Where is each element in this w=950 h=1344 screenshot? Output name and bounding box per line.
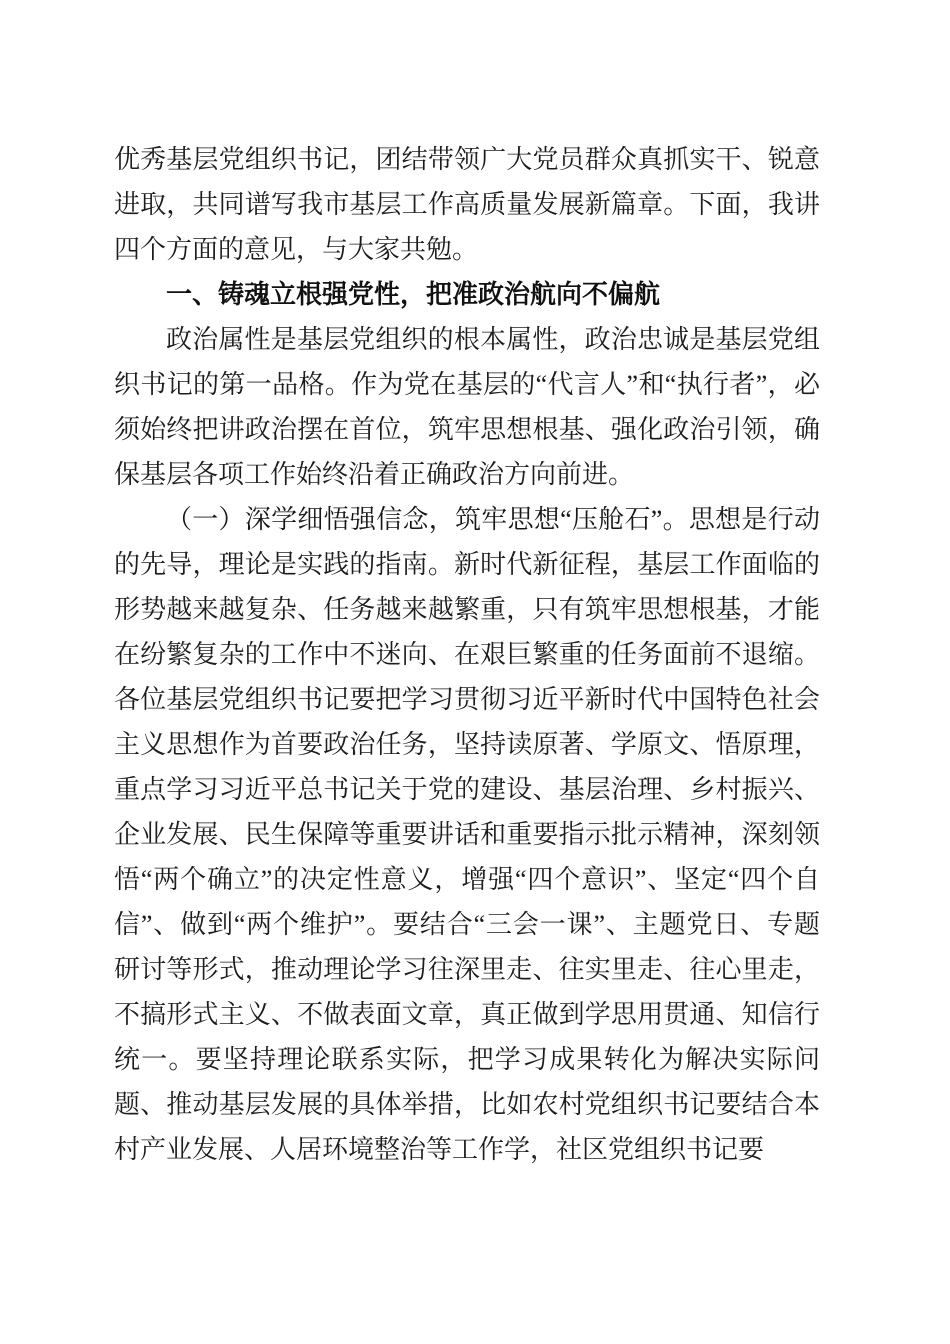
document-body [114, 137, 820, 1172]
subheading-run: （一）深学细悟强信念，筑牢思想“压舱石”。 [166, 505, 689, 534]
section-heading: 一、铸魂立根强党性，把准政治航向不偏航 [166, 279, 661, 309]
paragraph: （一）深学细悟强信念，筑牢思想“压舱石”。思想是行动的先导，理论是实践的指南。新时代新征程，基层工作面临的形势越来越复杂、任务越来越繁重，只有筑牢思想根基，才能在纷繁复杂的工作中不迷向、在艰巨繁重的任务面前不退缩。各位基层党组织书记要把学习贯彻习近平新时代中国特色社会主义思想作为首要政治任务，坚持读原著、学原文、悟原理，重点学习习近平总书记关于党的建设、基层治理、乡村振兴、企业发展、民生保障等重要讲话和重要指示批示精神，深刻领悟“两个确立”的决定性意义，增强“四个意识”、坚定“四个自信”、做到“两个维护”。要结合“三会一课”、主题党日、专题研讨等形式，推动理论学习往深里走、往实里走、往心里走，不搞形式主义、不做表面文章，真正做到学思用贯通、知信行统一。要坚持理论联系实际，把学习成果转化为解决实际问题、推动基层发展的具体举措，比如农村党组织书记要结合本村产业发展、人居环境整治等工作学，社区党组织书记要 [114, 505, 820, 1164]
paragraph: 优秀基层党组织书记，团结带领广大党员群众真抓实干、锐意进取，共同谱写我市基层工作高质量发展新篇章。下面，我讲四个方面的意见，与大家共勉。 [114, 145, 820, 264]
paragraph: 政治属性是基层党组织的根本属性，政治忠诚是基层党组织书记的第一品格。作为党在基层的“代言人”和“执行者”，必须始终把讲政治摆在首位，筑牢思想根基、强化政治引领，确保基层各项工作始终沿着正确政治方向前进。 [114, 325, 820, 489]
